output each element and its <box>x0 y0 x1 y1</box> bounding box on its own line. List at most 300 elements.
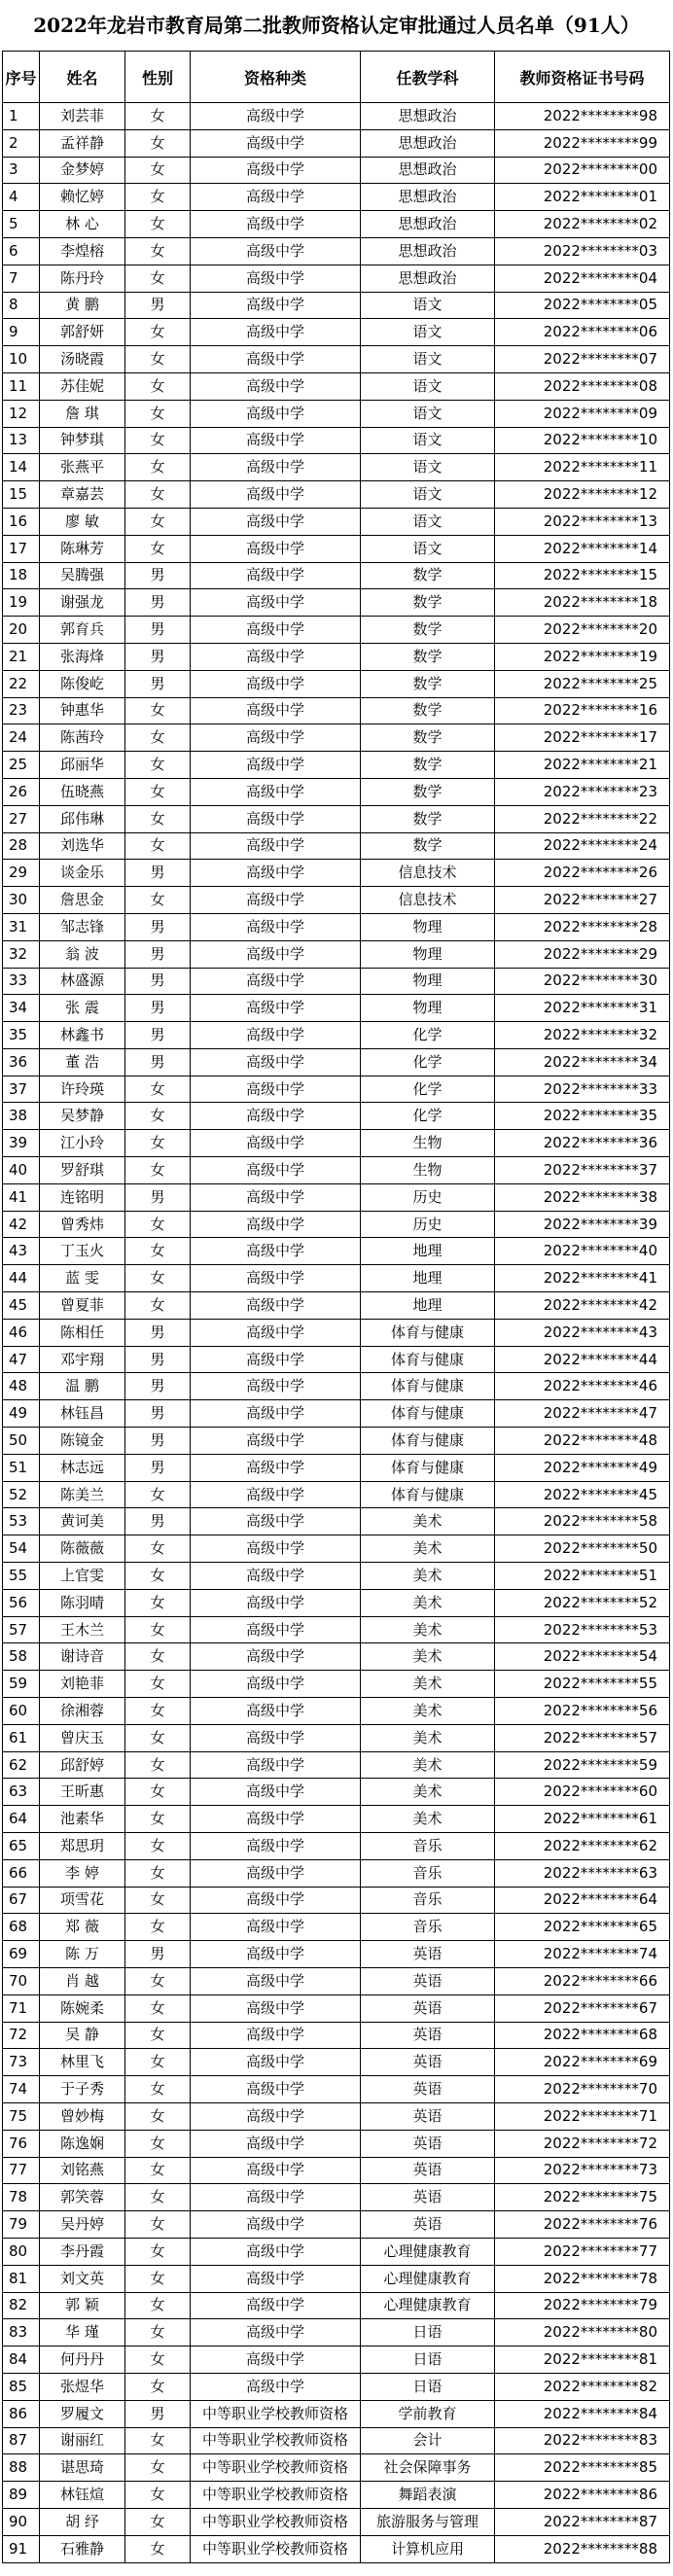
gender: 女 <box>125 319 191 346</box>
gender: 女 <box>125 1103 191 1130</box>
certificate-number: 2022********02 <box>495 211 670 238</box>
teacher-name: 肖 越 <box>40 1967 125 1994</box>
teaching-subject: 体育与健康 <box>361 1400 495 1428</box>
qualification-type: 高级中学 <box>191 2292 361 2319</box>
teaching-subject: 信息技术 <box>361 860 495 887</box>
certificate-number: 2022********60 <box>495 1779 670 1806</box>
qualification-type: 高级中学 <box>191 1671 361 1698</box>
table-row <box>3 2265 670 2292</box>
certificate-number: 2022********10 <box>495 427 670 454</box>
teacher-name: 赖忆婷 <box>40 184 125 211</box>
row-index: 68 <box>3 1914 40 1941</box>
table-row <box>3 481 670 509</box>
teaching-subject: 美术 <box>361 1589 495 1616</box>
teacher-name: 邹志锋 <box>40 913 125 940</box>
qualification-type: 高级中学 <box>191 1994 361 2022</box>
gender: 女 <box>125 1616 191 1643</box>
gender: 女 <box>125 2157 191 2184</box>
table-row <box>3 1967 670 1994</box>
teacher-name: 林盛源 <box>40 968 125 995</box>
qualification-type: 高级中学 <box>191 1941 361 1968</box>
gender: 女 <box>125 2508 191 2535</box>
row-index: 90 <box>3 2508 40 2535</box>
teacher-name: 李煌榕 <box>40 237 125 265</box>
row-index: 26 <box>3 778 40 805</box>
qualification-type: 高级中学 <box>191 2102 361 2130</box>
row-index: 54 <box>3 1535 40 1563</box>
teacher-name: 蓝 雯 <box>40 1265 125 1292</box>
table-row <box>3 2130 670 2157</box>
teacher-name: 刘选华 <box>40 832 125 860</box>
table-row <box>3 1076 670 1103</box>
certificate-number: 2022********86 <box>495 2482 670 2509</box>
qualification-type: 高级中学 <box>191 1859 361 1887</box>
certificate-number: 2022********27 <box>495 887 670 914</box>
teacher-name: 连铭明 <box>40 1183 125 1211</box>
table-row <box>3 1508 670 1535</box>
teacher-name: 石雅静 <box>40 2535 125 2562</box>
row-index: 11 <box>3 372 40 400</box>
row-index: 49 <box>3 1400 40 1428</box>
teaching-subject: 语文 <box>361 319 495 346</box>
teacher-name: 许玲瑛 <box>40 1076 125 1103</box>
teaching-subject: 英语 <box>361 2157 495 2184</box>
row-index: 88 <box>3 2454 40 2482</box>
table-row <box>3 589 670 617</box>
teaching-subject: 地理 <box>361 1292 495 1320</box>
certificate-number: 2022********30 <box>495 968 670 995</box>
certificate-number: 2022********29 <box>495 940 670 968</box>
header-subject: 任教学科 <box>361 52 495 103</box>
gender: 女 <box>125 2319 191 2347</box>
qualification-type: 高级中学 <box>191 454 361 481</box>
gender: 男 <box>125 1508 191 1535</box>
qualification-type: 高级中学 <box>191 129 361 157</box>
teaching-subject: 音乐 <box>361 1833 495 1860</box>
gender: 男 <box>125 562 191 589</box>
certificate-number: 2022********47 <box>495 1400 670 1428</box>
gender: 女 <box>125 1535 191 1563</box>
qualification-type: 高级中学 <box>191 2049 361 2076</box>
row-index: 22 <box>3 670 40 697</box>
teacher-name: 吴 静 <box>40 2022 125 2049</box>
teaching-subject: 体育与健康 <box>361 1481 495 1508</box>
qualification-type: 高级中学 <box>191 237 361 265</box>
table-row <box>3 2022 670 2049</box>
row-index: 46 <box>3 1319 40 1346</box>
teaching-subject: 生物 <box>361 1130 495 1157</box>
table-row <box>3 2049 670 2076</box>
teaching-subject: 美术 <box>361 1535 495 1563</box>
gender: 女 <box>125 2211 191 2239</box>
teaching-subject: 思想政治 <box>361 157 495 184</box>
gender: 女 <box>125 427 191 454</box>
gender: 女 <box>125 2454 191 2482</box>
certificate-number: 2022********03 <box>495 237 670 265</box>
row-index: 61 <box>3 1724 40 1751</box>
row-index: 8 <box>3 292 40 319</box>
table-row <box>3 1373 670 1400</box>
teacher-name: 刘文英 <box>40 2265 125 2292</box>
table-row <box>3 1589 670 1616</box>
teacher-name: 伍晓燕 <box>40 778 125 805</box>
qualification-type: 高级中学 <box>191 1535 361 1563</box>
table-header-row <box>3 52 670 103</box>
certificate-number: 2022********76 <box>495 2211 670 2239</box>
gender: 女 <box>125 2238 191 2265</box>
teacher-name: 詹 琪 <box>40 400 125 427</box>
gender: 女 <box>125 157 191 184</box>
table-row <box>3 2076 670 2103</box>
certificate-number: 2022********75 <box>495 2184 670 2211</box>
qualification-type: 高级中学 <box>191 1428 361 1455</box>
table-row <box>3 778 670 805</box>
table-row <box>3 346 670 373</box>
row-index: 47 <box>3 1346 40 1373</box>
qualification-type: 高级中学 <box>191 1914 361 1941</box>
row-index: 81 <box>3 2265 40 2292</box>
certificate-number: 2022********61 <box>495 1806 670 1833</box>
qualification-type: 高级中学 <box>191 2076 361 2103</box>
teaching-subject: 英语 <box>361 2049 495 2076</box>
gender: 女 <box>125 724 191 752</box>
row-index: 48 <box>3 1373 40 1400</box>
table-row <box>3 860 670 887</box>
header-certificate-number: 教师资格证书号码 <box>495 52 670 103</box>
qualification-type: 高级中学 <box>191 1724 361 1751</box>
row-index: 77 <box>3 2157 40 2184</box>
teacher-name: 江小玲 <box>40 1130 125 1157</box>
teaching-subject: 美术 <box>361 1563 495 1590</box>
teaching-subject: 美术 <box>361 1671 495 1698</box>
certificate-number: 2022********22 <box>495 805 670 832</box>
teacher-name: 邓宇翔 <box>40 1346 125 1373</box>
qualification-type: 高级中学 <box>191 617 361 644</box>
qualification-type: 高级中学 <box>191 1346 361 1373</box>
row-index: 33 <box>3 968 40 995</box>
table-row <box>3 2292 670 2319</box>
teaching-subject: 日语 <box>361 2319 495 2347</box>
teaching-subject: 美术 <box>361 1698 495 1725</box>
row-index: 25 <box>3 752 40 779</box>
teaching-subject: 语文 <box>361 400 495 427</box>
qualification-type: 高级中学 <box>191 1048 361 1076</box>
table-row <box>3 1048 670 1076</box>
row-index: 62 <box>3 1751 40 1779</box>
gender: 男 <box>125 2400 191 2427</box>
teacher-name: 王木兰 <box>40 1616 125 1643</box>
qualification-type: 高级中学 <box>191 1508 361 1535</box>
qualification-type: 高级中学 <box>191 1779 361 1806</box>
gender: 男 <box>125 1183 191 1211</box>
certificate-number: 2022********63 <box>495 1859 670 1887</box>
certificate-number: 2022********21 <box>495 752 670 779</box>
table-row <box>3 805 670 832</box>
certificate-number: 2022********06 <box>495 319 670 346</box>
row-index: 82 <box>3 2292 40 2319</box>
teacher-name: 詹思金 <box>40 887 125 914</box>
table-row <box>3 1724 670 1751</box>
teacher-name: 温 鹏 <box>40 1373 125 1400</box>
certificate-number: 2022********62 <box>495 1833 670 1860</box>
teacher-name: 陈琳芳 <box>40 535 125 562</box>
gender: 女 <box>125 1130 191 1157</box>
gender: 女 <box>125 211 191 238</box>
table-row <box>3 319 670 346</box>
teaching-subject: 英语 <box>361 2184 495 2211</box>
qualification-type: 高级中学 <box>191 1616 361 1643</box>
gender: 男 <box>125 1048 191 1076</box>
qualification-type: 高级中学 <box>191 265 361 292</box>
certificate-number: 2022********59 <box>495 1751 670 1779</box>
qualification-type: 高级中学 <box>191 1183 361 1211</box>
certificate-number: 2022********25 <box>495 670 670 697</box>
teaching-subject: 美术 <box>361 1616 495 1643</box>
teaching-subject: 英语 <box>361 1994 495 2022</box>
certificate-number: 2022********51 <box>495 1563 670 1590</box>
certificate-number: 2022********11 <box>495 454 670 481</box>
row-index: 73 <box>3 2049 40 2076</box>
teacher-name: 罗舒琪 <box>40 1157 125 1184</box>
certificate-number: 2022********48 <box>495 1428 670 1455</box>
teaching-subject: 数学 <box>361 697 495 724</box>
certificate-number: 2022********33 <box>495 1076 670 1103</box>
teaching-subject: 语文 <box>361 508 495 535</box>
teaching-subject: 历史 <box>361 1211 495 1238</box>
gender: 女 <box>125 1724 191 1751</box>
teaching-subject: 日语 <box>361 2347 495 2374</box>
row-index: 45 <box>3 1292 40 1320</box>
certificate-number: 2022********65 <box>495 1914 670 1941</box>
table-row <box>3 1779 670 1806</box>
gender: 男 <box>125 643 191 670</box>
teacher-name: 刘艳菲 <box>40 1671 125 1698</box>
row-index: 30 <box>3 887 40 914</box>
row-index: 42 <box>3 1211 40 1238</box>
teacher-name: 李 婷 <box>40 1859 125 1887</box>
certificate-number: 2022********53 <box>495 1616 670 1643</box>
gender: 女 <box>125 1779 191 1806</box>
teaching-subject: 美术 <box>361 1751 495 1779</box>
teacher-name: 上官雯 <box>40 1563 125 1590</box>
teacher-name: 谌思琦 <box>40 2454 125 2482</box>
table-body <box>3 103 670 2563</box>
certificate-number: 2022********35 <box>495 1103 670 1130</box>
table-row <box>3 2319 670 2347</box>
teaching-subject: 数学 <box>361 832 495 860</box>
row-index: 23 <box>3 697 40 724</box>
qualification-type: 高级中学 <box>191 1643 361 1671</box>
certificate-number: 2022********82 <box>495 2373 670 2400</box>
table-row <box>3 454 670 481</box>
teacher-name: 林里飞 <box>40 2049 125 2076</box>
qualification-type: 高级中学 <box>191 2211 361 2239</box>
row-index: 21 <box>3 643 40 670</box>
table-row <box>3 427 670 454</box>
qualification-type: 高级中学 <box>191 508 361 535</box>
table-row <box>3 292 670 319</box>
certificate-number: 2022********73 <box>495 2157 670 2184</box>
row-index: 85 <box>3 2373 40 2400</box>
teacher-name: 林志远 <box>40 1454 125 1481</box>
certificate-number: 2022********20 <box>495 617 670 644</box>
row-index: 6 <box>3 237 40 265</box>
teaching-subject: 历史 <box>361 1183 495 1211</box>
row-index: 2 <box>3 129 40 157</box>
row-index: 69 <box>3 1941 40 1968</box>
gender: 女 <box>125 1481 191 1508</box>
row-index: 24 <box>3 724 40 752</box>
teacher-name: 章嘉芸 <box>40 481 125 509</box>
row-index: 4 <box>3 184 40 211</box>
table-row <box>3 832 670 860</box>
gender: 女 <box>125 454 191 481</box>
qualification-type: 高级中学 <box>191 292 361 319</box>
teacher-name: 林钰煊 <box>40 2482 125 2509</box>
table-row <box>3 1103 670 1130</box>
certificate-number: 2022********70 <box>495 2076 670 2103</box>
row-index: 27 <box>3 805 40 832</box>
table-row <box>3 211 670 238</box>
teaching-subject: 心理健康教育 <box>361 2238 495 2265</box>
row-index: 3 <box>3 157 40 184</box>
row-index: 7 <box>3 265 40 292</box>
teacher-name: 曾秀炜 <box>40 1211 125 1238</box>
table-row <box>3 1833 670 1860</box>
teaching-subject: 思想政治 <box>361 211 495 238</box>
teaching-subject: 社会保障事务 <box>361 2454 495 2482</box>
qualification-type: 高级中学 <box>191 481 361 509</box>
qualification-type: 高级中学 <box>191 1833 361 1860</box>
teaching-subject: 美术 <box>361 1779 495 1806</box>
table-row <box>3 1022 670 1049</box>
table-row <box>3 1563 670 1590</box>
teaching-subject: 体育与健康 <box>361 1373 495 1400</box>
certificate-number: 2022********09 <box>495 400 670 427</box>
row-index: 51 <box>3 1454 40 1481</box>
table-row <box>3 2535 670 2562</box>
qualification-type: 高级中学 <box>191 778 361 805</box>
row-index: 91 <box>3 2535 40 2562</box>
certificate-number: 2022********67 <box>495 1994 670 2022</box>
certificate-number: 2022********50 <box>495 1535 670 1563</box>
certificate-number: 2022********39 <box>495 1211 670 1238</box>
teaching-subject: 语文 <box>361 427 495 454</box>
row-index: 50 <box>3 1428 40 1455</box>
qualification-type: 高级中学 <box>191 1238 361 1265</box>
certificate-number: 2022********00 <box>495 157 670 184</box>
gender: 男 <box>125 1454 191 1481</box>
teaching-subject: 物理 <box>361 968 495 995</box>
teacher-name: 项雪花 <box>40 1887 125 1914</box>
teaching-subject: 思想政治 <box>361 265 495 292</box>
qualification-type: 高级中学 <box>191 940 361 968</box>
certificate-number: 2022********81 <box>495 2347 670 2374</box>
teaching-subject: 语文 <box>361 346 495 373</box>
teacher-name: 谢丽红 <box>40 2427 125 2454</box>
gender: 女 <box>125 832 191 860</box>
teaching-subject: 舞蹈表演 <box>361 2482 495 2509</box>
row-index: 16 <box>3 508 40 535</box>
certificate-number: 2022********99 <box>495 129 670 157</box>
teacher-name: 曾夏菲 <box>40 1292 125 1320</box>
table-row <box>3 184 670 211</box>
teacher-name: 张燕平 <box>40 454 125 481</box>
teaching-subject: 数学 <box>361 643 495 670</box>
certificate-number: 2022********04 <box>495 265 670 292</box>
teacher-name: 刘芸菲 <box>40 103 125 130</box>
qualification-type: 高级中学 <box>191 995 361 1022</box>
gender: 女 <box>125 2076 191 2103</box>
row-index: 55 <box>3 1563 40 1590</box>
teaching-subject: 体育与健康 <box>361 1346 495 1373</box>
table-row <box>3 1428 670 1455</box>
teacher-name: 陈镜金 <box>40 1428 125 1455</box>
certificate-number: 2022********01 <box>495 184 670 211</box>
table-row <box>3 617 670 644</box>
teaching-subject: 化学 <box>361 1103 495 1130</box>
qualification-type: 高级中学 <box>191 2022 361 2049</box>
teacher-name: 陈俊屹 <box>40 670 125 697</box>
teacher-name: 邱伟琳 <box>40 805 125 832</box>
teaching-subject: 物理 <box>361 995 495 1022</box>
table-row <box>3 1157 670 1184</box>
teaching-subject: 数学 <box>361 805 495 832</box>
teacher-name: 谢诗音 <box>40 1643 125 1671</box>
certificate-number: 2022********34 <box>495 1048 670 1076</box>
row-index: 20 <box>3 617 40 644</box>
gender: 女 <box>125 805 191 832</box>
qualification-type: 高级中学 <box>191 2157 361 2184</box>
table-row <box>3 2211 670 2239</box>
certificate-number: 2022********98 <box>495 103 670 130</box>
qualification-type: 高级中学 <box>191 1563 361 1590</box>
qualification-type: 高级中学 <box>191 1076 361 1103</box>
qualification-type: 高级中学 <box>191 752 361 779</box>
row-index: 59 <box>3 1671 40 1698</box>
table-row <box>3 265 670 292</box>
teacher-name: 陈丹玲 <box>40 265 125 292</box>
gender: 男 <box>125 913 191 940</box>
qualification-type: 高级中学 <box>191 1022 361 1049</box>
certificate-number: 2022********24 <box>495 832 670 860</box>
gender: 男 <box>125 940 191 968</box>
qualification-type: 高级中学 <box>191 2265 361 2292</box>
table-row <box>3 1130 670 1157</box>
teaching-subject: 英语 <box>361 2211 495 2239</box>
gender: 女 <box>125 2265 191 2292</box>
certificate-number: 2022********36 <box>495 1130 670 1157</box>
qualification-type: 高级中学 <box>191 1319 361 1346</box>
table-row <box>3 2482 670 2509</box>
table-row <box>3 995 670 1022</box>
table-row <box>3 103 670 130</box>
row-index: 53 <box>3 1508 40 1535</box>
teacher-name: 金梦婷 <box>40 157 125 184</box>
header-name: 姓名 <box>40 52 125 103</box>
certificate-number: 2022********74 <box>495 1941 670 1968</box>
certificate-number: 2022********19 <box>495 643 670 670</box>
qualification-type: 高级中学 <box>191 1967 361 1994</box>
qualification-type: 高级中学 <box>191 1806 361 1833</box>
gender: 男 <box>125 1373 191 1400</box>
gender: 男 <box>125 995 191 1022</box>
teacher-name: 池素华 <box>40 1806 125 1833</box>
table-row <box>3 1346 670 1373</box>
row-index: 58 <box>3 1643 40 1671</box>
gender: 女 <box>125 1887 191 1914</box>
table-row <box>3 1292 670 1320</box>
